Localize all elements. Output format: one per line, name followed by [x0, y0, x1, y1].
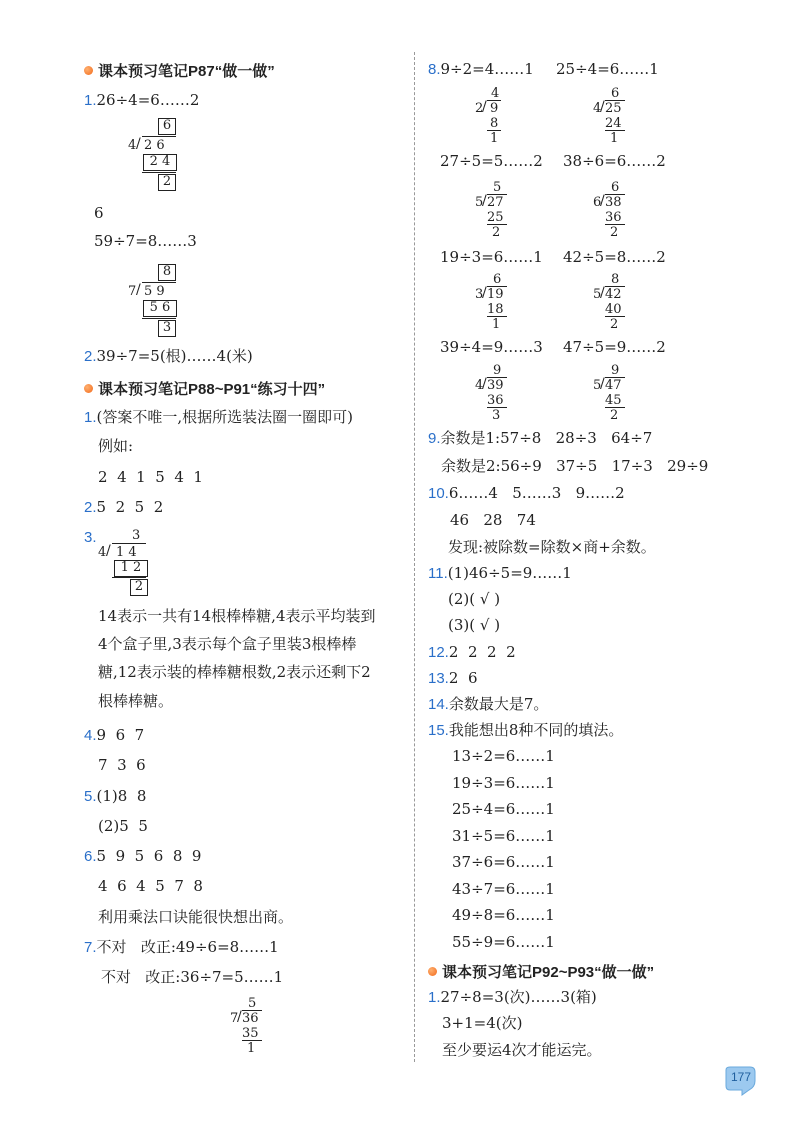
- answer-line: 27÷5=5……2: [440, 152, 543, 170]
- page-number-badge: [722, 1066, 758, 1096]
- answer-line: 例如:: [98, 437, 134, 455]
- answer-line: 10.6……4 5……3 9……2: [428, 484, 625, 502]
- answer-line: 3.: [84, 529, 97, 546]
- answer-line: 9.余数是1:57÷8 28÷3 64÷7: [428, 429, 653, 447]
- answer-line: 8.9÷2=4……1: [428, 60, 534, 78]
- answer-line: 利用乘法口诀能很快想出商。: [98, 908, 294, 926]
- bullet-icon: [428, 967, 437, 976]
- answer-line: 余数是2:56÷9 37÷5 17÷3 29÷9: [441, 457, 709, 475]
- answer-line: 39÷4=9……3: [440, 338, 543, 356]
- long-division: 4 2 / 9 8 1: [475, 86, 500, 146]
- answer-line: (3)( √ ): [448, 616, 501, 634]
- answer-line: 3+1=4(次): [442, 1014, 523, 1032]
- long-division: 6 4 / 25 24 1: [593, 86, 633, 148]
- answer-line: 根棒棒糖。: [98, 692, 174, 710]
- answer-line: 糖,12表示装的棒棒糖根数,2表示还剩下2: [98, 663, 371, 681]
- answer-line: 59÷7=8……3: [94, 232, 197, 250]
- list-item: 31÷5=6……1: [452, 827, 555, 845]
- list-item: 43÷7=6……1: [452, 880, 555, 898]
- long-division: 9 4 / 39 36 3: [475, 363, 515, 425]
- answer-line: 14.余数最大是7。: [428, 695, 549, 713]
- long-division: 5 7 / 36 35 1: [230, 996, 270, 1058]
- list-item: 55÷9=6……1: [452, 933, 555, 951]
- section-heading: 课本预习笔记P87“做一做”: [84, 60, 275, 81]
- list-item: 49÷8=6……1: [452, 906, 555, 924]
- column-divider: [414, 52, 415, 1062]
- answer-line: 1.26÷4=6……2: [84, 91, 200, 109]
- answer-line: 19÷3=6……1: [440, 248, 543, 266]
- answer-line: 46 28 74: [450, 511, 536, 529]
- bullet-icon: [84, 66, 93, 75]
- answer-line: 12.2 2 2 2: [428, 643, 516, 661]
- long-division: 8 5 / 42 40 2: [593, 272, 633, 334]
- answer-line: 1.(答案不唯一,根据所选装法圈一圈即可): [84, 408, 353, 426]
- answer-line: 5.(1)8 8: [84, 787, 147, 805]
- answer-line: 6.5 9 5 6 8 9: [84, 847, 202, 865]
- list-item: 13÷2=6……1: [452, 747, 555, 765]
- long-division: 5 5 / 27 25 2: [475, 180, 515, 242]
- answer-line: 2.5 2 5 2: [84, 498, 164, 516]
- answer-line: 15.我能想出8种不同的填法。: [428, 721, 624, 739]
- section-heading: 课本预习笔记P88~P91“练习十四”: [84, 378, 325, 399]
- answer-line: 25÷4=6……1: [556, 60, 659, 78]
- answer-line: 11.(1)46÷5=9……1: [428, 564, 572, 582]
- section-heading: 课本预习笔记P92~P93“做一做”: [428, 961, 654, 982]
- bullet-icon: [84, 384, 93, 393]
- answer-line: 4个盒子里,3表示每个盒子里装3根棒棒: [98, 635, 357, 653]
- answer-line: 不对 改正:36÷7=5……1: [101, 968, 284, 986]
- answer-line: 47÷5=9……2: [563, 338, 666, 356]
- answer-line: 2 4 1 5 4 1: [98, 468, 203, 486]
- long-division: 3 4 / 1 4 1 2 2: [98, 528, 158, 596]
- answer-line: 38÷6=6……2: [563, 152, 666, 170]
- long-division: 6 4 / 2 6 2 4 2: [128, 118, 188, 190]
- answer-line: 4 6 4 5 7 8: [98, 877, 203, 895]
- long-division: 6 6 / 38 36 2: [593, 180, 633, 242]
- answer-line: 42÷5=8……2: [563, 248, 666, 266]
- list-item: 25÷4=6……1: [452, 800, 555, 818]
- list-item: 37÷6=6……1: [452, 853, 555, 871]
- answer-line: 6: [94, 204, 104, 222]
- long-division: 8 7 / 5 9 5 6 3: [128, 264, 188, 336]
- answer-line: 2.39÷7=5(根)……4(米): [84, 347, 253, 365]
- answer-line: 4.9 6 7: [84, 726, 145, 744]
- answer-line: 发现:被除数=除数×商+余数。: [448, 538, 656, 556]
- answer-line: (2)( √ ): [448, 590, 501, 608]
- answer-line: (2)5 5: [98, 817, 148, 835]
- answer-line: 14表示一共有14根棒棒糖,4表示平均装到: [98, 607, 376, 625]
- list-item: 19÷3=6……1: [452, 774, 555, 792]
- answer-line: 13.2 6: [428, 669, 478, 687]
- answer-line: 1.27÷8=3(次)……3(箱): [428, 988, 597, 1006]
- answer-line: 7 3 6: [98, 756, 146, 774]
- page-number: 177: [730, 1070, 752, 1084]
- answer-line: 至少要运4次才能运完。: [442, 1041, 602, 1059]
- long-division: 9 5 / 47 45 2: [593, 363, 633, 425]
- long-division: 6 3 / 19 18 1: [475, 272, 515, 334]
- answer-line: 7.不对 改正:49÷6=8……1: [84, 938, 279, 956]
